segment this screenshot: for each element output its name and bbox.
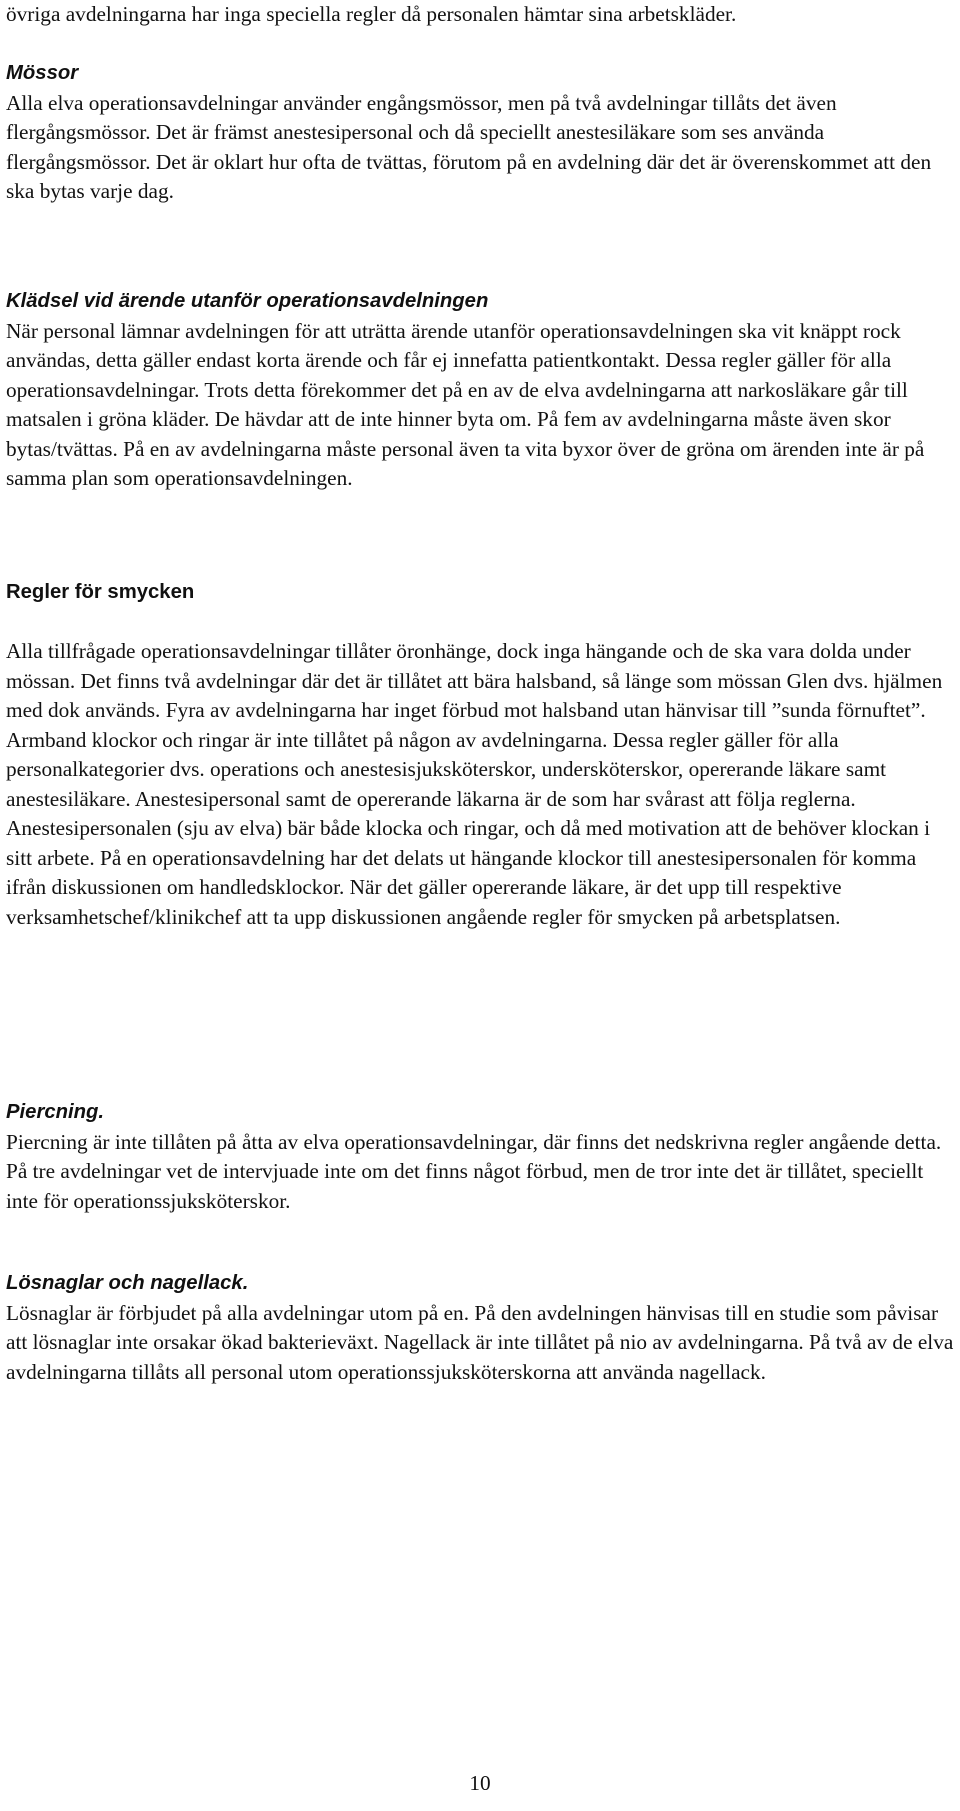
kladsel-paragraph: När personal lämnar avdelningen för att uträtta ärende utanför operationsavdelningen ska vit knäppt rock användas, detta gäller endast korta ärende och får ej innefatta patientkontakt. Dessa regler gäller för alla operationsavdelningar. Trots detta förekommer det på en av de elva avdelningarna att narkosläkare går till matsalen i gröna kläder. De hävdar att de inte hinner byta om. På fem av avdelningarna måste även skor bytas/tvättas. På en av avdelningarna måste personal även ta vita byxor över de gröna om ärenden inte är på samma plan som operationsavdelningen.: [6, 318, 925, 490]
smycken-heading: Regler för smycken: [6, 581, 195, 603]
piercning-heading: Piercning.: [6, 1101, 105, 1123]
piercning-paragraph: Piercning är inte tillåten på åtta av elva operationsavdelningar, där finns det nedskrivna regler angående detta. På tre avdelningar vet de intervjuade inte om det finns något förbud, men de tror inte det är tillåtet, speciellt inte för operationssjuksköterskor.: [6, 1129, 942, 1213]
intro-paragraph: övriga avdelningarna har inga speciella regler då personalen hämtar sina arbetskläder.: [6, 2, 737, 26]
kladsel-heading: Klädsel vid ärende utanför operationsavdelningen: [6, 290, 489, 312]
smycken-section: [6, 637, 956, 932]
mossor-paragraph: Alla elva operationsavdelningar använder engångsmössor, men på två avdelningar tillåts det även flergångsmössor. Det är främst anestesipersonal och då speciellt anestesiläkare som ses använda flergångsmössor. Det är oklart hur ofta de tvättas, förutom på en avdelning där det är överenskommet att den ska bytas varje dag.: [6, 90, 932, 203]
losnaglar-section: [6, 1269, 956, 1387]
smycken-paragraph: Alla tillfrågade operationsavdelningar tillåter öronhänge, dock inga hängande och de ska vara dolda under mössan. Det finns två avdelningar där det är tillåtet att bära halsband, så länge som mössan Glen dvs. hjälmen med dok används. Fyra av avdelningarna har inget förbud mot halsband utan hänvisar till ”sunda förnuftet”. Armband klockor och ringar är inte tillåtet på någon av avdelningarna. Dessa regler gäller för alla personalkategorier dvs. operations och anestesisjuksköterskor, undersköterskor, opererande läkare samt anestesiläkare. Anestesipersonal samt de opererande läkarna är de som har svårast att följa reglerna. Anestesipersonalen (sju av elva) bär både klocka och ringar, och då med motivation att de behöver klockan i sitt arbete. På en operationsavdelning har det delats ut hängande klockor till anestesipersonalen för komma ifrån diskussionen om handledsklockor. När det gäller opererande läkare, är det upp till respektive verksamhetschef/klinikchef att ta upp diskussionen angående regler för smycken på arbetsplatsen.: [6, 639, 943, 929]
intro-section: [6, 0, 956, 30]
kladsel-section: [6, 287, 956, 494]
mossor-section: [6, 59, 956, 207]
piercning-section: [6, 1098, 956, 1216]
page-number: 10: [469, 1771, 491, 1795]
losnaglar-paragraph: Lösnaglar är förbjudet på alla avdelningar utom på en. På den avdelningen hänvisas till en studie som påvisar att lösnaglar inte orsakar ökad bakterieväxt. Nagellack är inte tillåtet på nio av avdelningarna. På två av de elva avdelningarna tillåts all personal utom operationssjuksköterskorna att använda nagellack.: [6, 1300, 954, 1384]
losnaglar-heading: Lösnaglar och nagellack.: [6, 1272, 249, 1294]
mossor-heading: Mössor: [6, 62, 79, 84]
smycken-heading-block: [6, 578, 956, 608]
